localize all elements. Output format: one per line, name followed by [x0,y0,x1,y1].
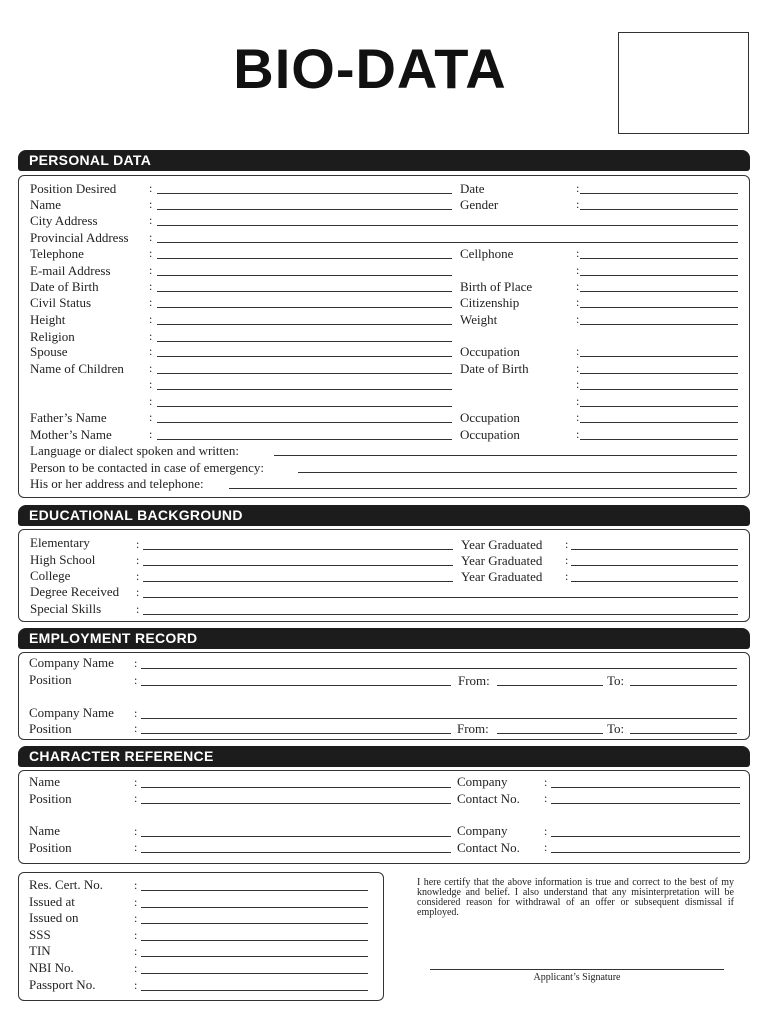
issued-on-field[interactable] [141,923,368,924]
passport-field[interactable] [141,990,368,991]
colon-separator: : [544,791,548,805]
telephone-field[interactable] [157,258,452,259]
label-weight: Weight [460,312,498,327]
label-provincial-address: Provincial Address [30,230,129,245]
res-cert-field[interactable] [141,890,368,891]
label-birth-of-place: Birth of Place [460,279,533,294]
colon-separator: : [576,295,580,309]
label-reference-contact-1: Contact No. [457,791,520,806]
colon-separator: : [149,181,153,195]
label-cellphone: Cellphone [460,246,514,261]
label-reference-company-2: Company [457,823,508,838]
colon-separator: : [149,295,153,309]
label-fathers-name: Father’s Name [30,410,107,425]
colon-separator: : [544,824,548,838]
colon-separator: : [149,377,153,391]
reference-position-field-2[interactable] [141,852,451,853]
colon-separator: : [576,344,580,358]
label-year-graduated-3: Year Graduated [461,569,543,584]
label-year-graduated-1: Year Graduated [461,537,543,552]
colon-separator: : [134,978,138,992]
label-from-2: From: [457,721,489,736]
child-name-field-1[interactable] [157,373,452,374]
label-religion: Religion [30,329,75,344]
label-special-skills: Special Skills [30,601,102,616]
colon-separator: : [576,377,580,391]
nbi-field[interactable] [141,973,368,974]
colon-separator: : [576,263,580,277]
colon-separator: : [149,263,153,277]
label-high-school: High School [30,552,96,567]
colon-separator: : [134,928,138,942]
colon-separator: : [149,197,153,211]
label-to-2: To: [607,721,625,736]
label-sss: SSS [29,927,51,942]
label-position-1: Position [29,672,72,687]
from-field-2[interactable] [497,733,603,734]
colon-separator: : [149,329,153,343]
colon-separator: : [136,569,140,583]
label-civil-status: Civil Status [30,295,92,310]
reference-company-field-2[interactable] [551,836,740,837]
colon-separator: : [149,410,153,424]
label-height: Height [30,312,66,327]
colon-separator: : [134,824,138,838]
special-skills-field[interactable] [143,614,738,615]
colon-separator: : [149,361,153,375]
colon-separator: : [136,585,140,599]
label-reference-contact-2: Contact No. [457,840,520,855]
tin-field[interactable] [141,956,368,957]
position-field-1[interactable] [141,685,451,686]
degree-received-field[interactable] [143,597,738,598]
label-emergency-address: His or her address and telephone: [30,476,204,491]
education-box [18,529,750,622]
label-mothers-name: Mother’s Name [30,427,112,442]
label-spouse: Spouse [30,344,68,359]
label-email: E-mail Address [30,263,111,278]
colon-separator: : [134,961,138,975]
reference-name-field-2[interactable] [141,836,451,837]
label-college: College [30,568,71,583]
mothers-name-field[interactable] [157,439,452,440]
section-header-education: EDUCATIONAL BACKGROUND [18,505,750,526]
colon-separator: : [134,673,138,687]
label-elementary: Elementary [30,535,90,550]
colon-separator: : [134,721,138,735]
from-field-1[interactable] [497,685,603,686]
child-dob-field-1[interactable] [580,373,738,374]
label-from-1: From: [458,673,490,688]
company-name-field-2[interactable] [141,718,737,719]
colon-separator: : [134,656,138,670]
cellphone-field-1[interactable] [580,258,738,259]
weight-field[interactable] [580,324,738,325]
label-emergency-contact: Person to be contacted in case of emergency: [30,460,265,475]
label-city-address: City Address [30,213,98,228]
page-title: BIO-DATA [233,37,507,100]
position-field-2[interactable] [141,733,451,734]
emergency-address-field[interactable] [229,488,737,489]
religion-field[interactable] [157,341,452,342]
year-graduated-field-1[interactable] [571,549,738,550]
label-language: Language or dialect spoken and written: [30,443,240,458]
label-children-date-of-birth: Date of Birth [460,361,529,376]
gender-field[interactable] [580,209,738,210]
child-dob-field-2[interactable] [580,389,738,390]
label-reference-name-2: Name [29,823,61,838]
signature-label: Applicant’s Signature [533,972,621,983]
employment-box [18,652,750,740]
label-company-name-1: Company Name [29,655,114,670]
colon-separator: : [134,911,138,925]
colon-separator: : [544,775,548,789]
label-reference-company-1: Company [457,774,508,789]
colon-separator: : [149,427,153,441]
reference-company-field-1[interactable] [551,787,740,788]
certification-text: I here certify that the above information is true and correct to the best of my knowledge and belief. I also understand that any misinterpretation will be considered reason for withdrawal of an offer or subsequent dismissal if employed. [417,877,734,918]
colon-separator: : [565,537,569,551]
civil-status-field[interactable] [157,307,452,308]
father-occupation-field[interactable] [580,422,738,423]
spouse-occupation-field[interactable] [580,356,738,357]
colon-separator: : [136,537,140,551]
label-position-2: Position [29,721,72,736]
to-field-2[interactable] [630,733,737,734]
colon-separator: : [149,230,153,244]
elementary-field[interactable] [143,549,453,550]
child-dob-field-3[interactable] [580,406,738,407]
colon-separator: : [576,394,580,408]
college-field[interactable] [143,581,453,582]
colon-separator: : [576,427,580,441]
label-reference-position-1: Position [29,791,72,806]
birth-of-place-field[interactable] [580,291,738,292]
label-company-name-2: Company Name [29,705,114,720]
colon-separator: : [576,361,580,375]
label-tin: TIN [29,943,51,958]
colon-separator: : [136,553,140,567]
reference-contact-field-2[interactable] [551,852,740,853]
colon-separator: : [576,181,580,195]
label-to-1: To: [607,673,625,688]
label-issued-at: Issued at [29,894,75,909]
section-header-employment: EMPLOYMENT RECORD [18,628,750,649]
colon-separator: : [149,279,153,293]
emergency-contact-field[interactable] [298,472,737,473]
provincial-address-field[interactable] [157,242,738,243]
label-nbi: NBI No. [29,960,74,975]
issued-at-field[interactable] [141,907,368,908]
label-position-desired: Position Desired [30,181,117,196]
cellphone-field-2[interactable] [580,275,738,276]
colon-separator: : [576,246,580,260]
label-mother-occupation: Occupation [460,427,520,442]
colon-separator: : [134,944,138,958]
label-name-of-children: Name of Children [30,361,124,376]
position-desired-field[interactable] [157,193,452,194]
label-spouse-occupation: Occupation [460,344,520,359]
to-field-1[interactable] [630,685,737,686]
fathers-name-field[interactable] [157,422,452,423]
label-res-cert: Res. Cert. No. [29,877,104,892]
colon-separator: : [576,197,580,211]
colon-separator: : [134,878,138,892]
label-name: Name [30,197,62,212]
label-reference-name-1: Name [29,774,61,789]
colon-separator: : [565,553,569,567]
label-gender: Gender [460,197,499,212]
colon-separator: : [149,312,153,326]
child-name-field-2[interactable] [157,389,452,390]
label-degree-received: Degree Received [30,584,120,599]
section-header-personal-data: PERSONAL DATA [18,150,750,171]
colon-separator: : [134,840,138,854]
mother-occupation-field[interactable] [580,439,738,440]
colon-separator: : [149,246,153,260]
year-graduated-field-2[interactable] [571,565,738,566]
label-father-occupation: Occupation [460,410,520,425]
label-issued-on: Issued on [29,910,79,925]
section-header-character-reference: CHARACTER REFERENCE [18,746,750,767]
date-of-birth-field[interactable] [157,291,452,292]
label-passport: Passport No. [29,977,96,992]
colon-separator: : [134,895,138,909]
colon-separator: : [544,840,548,854]
colon-separator: : [149,394,153,408]
colon-separator: : [576,312,580,326]
colon-separator: : [149,213,153,227]
label-year-graduated-2: Year Graduated [461,553,543,568]
colon-separator: : [565,569,569,583]
colon-separator: : [576,410,580,424]
signature-line[interactable] [430,969,724,970]
colon-separator: : [134,775,138,789]
reference-name-field-1[interactable] [141,787,451,788]
colon-separator: : [149,344,153,358]
colon-separator: : [134,706,138,720]
label-date-of-birth: Date of Birth [30,279,99,294]
year-graduated-field-3[interactable] [571,581,738,582]
label-reference-position-2: Position [29,840,72,855]
citizenship-field[interactable] [580,307,738,308]
photo-box[interactable] [618,32,749,134]
colon-separator: : [576,279,580,293]
spouse-field[interactable] [157,356,452,357]
language-field[interactable] [274,455,737,456]
height-field[interactable] [157,324,452,325]
high-school-field[interactable] [143,565,453,566]
date-field[interactable] [580,193,738,194]
reference-contact-field-1[interactable] [551,803,740,804]
name-field[interactable] [157,209,452,210]
label-date: Date [460,181,485,196]
city-address-field[interactable] [157,225,738,226]
label-telephone: Telephone [30,246,84,261]
character-reference-box [18,770,750,864]
company-name-field-1[interactable] [141,668,737,669]
sss-field[interactable] [141,940,368,941]
child-name-field-3[interactable] [157,406,452,407]
email-field[interactable] [157,275,452,276]
colon-separator: : [136,602,140,616]
reference-position-field-1[interactable] [141,803,451,804]
colon-separator: : [134,791,138,805]
label-citizenship: Citizenship [460,295,520,310]
